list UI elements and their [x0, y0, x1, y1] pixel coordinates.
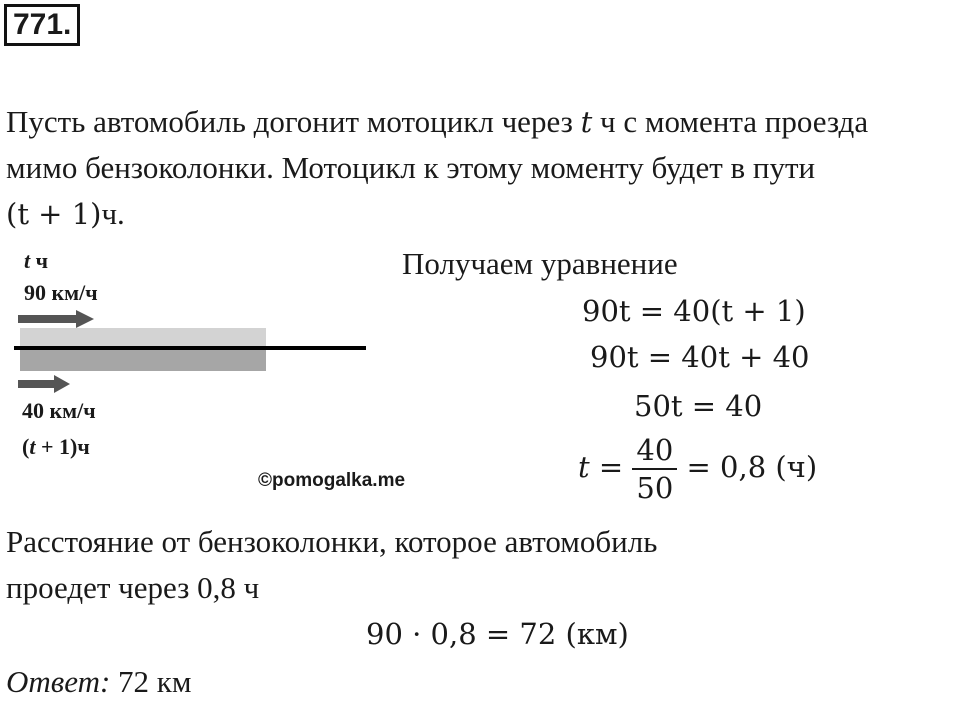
distance-calculation: 90 · 0,8 = 72 (км): [366, 617, 629, 651]
equation-2: 90t = 40t + 40: [590, 340, 810, 374]
fraction: [632, 432, 677, 506]
problem-number: 771.: [4, 4, 80, 46]
answer-value: 72 км: [110, 664, 192, 699]
variable-t: t: [580, 105, 593, 139]
equation-4: t = $\frac{40}{50}$ = 0,8 (ч): [578, 433, 818, 505]
time-expression: (t + 1): [6, 197, 102, 231]
intro-line-3: (t + 1)ч.: [6, 196, 125, 231]
fraction-denominator: 50: [636, 471, 674, 505]
car-speed-label: 90 км/ч: [24, 280, 98, 305]
moto-arrow-graphic: [14, 372, 84, 396]
car-distance-bar: [20, 328, 266, 348]
intro-line-2: мимо бензоколонки. Мотоцикл к этому моменту будет в пути: [6, 150, 816, 185]
car-time-label: t ч: [24, 248, 49, 273]
equation-heading: Получаем уравнение: [402, 246, 678, 281]
intro-line-1: Пусть автомобиль догонит мотоцикл через t ч с момента проезда: [6, 104, 869, 139]
fraction-numerator: 40: [632, 432, 677, 470]
answer: [6, 662, 191, 702]
car-arrow: [18, 310, 94, 328]
moto-arrow: [18, 375, 70, 393]
moto-time-label: (t + 1)ч: [22, 434, 90, 459]
distance-line-2: проедет через 0,8 ч: [6, 570, 260, 605]
moto-speed-label: 40 км/ч: [22, 398, 96, 423]
motion-diagram: [14, 306, 374, 376]
equation-1: 90t = 40(t + 1): [582, 294, 806, 328]
moto-distance-bar: [20, 350, 266, 371]
answer-label: Ответ:: [6, 664, 111, 699]
distance-line-1: Расстояние от бензоколонки, которое автомобиль: [6, 524, 658, 559]
equation-3: 50t = 40: [634, 389, 763, 423]
watermark: ©pomogalka.me: [258, 470, 406, 491]
road-line: [14, 346, 366, 350]
